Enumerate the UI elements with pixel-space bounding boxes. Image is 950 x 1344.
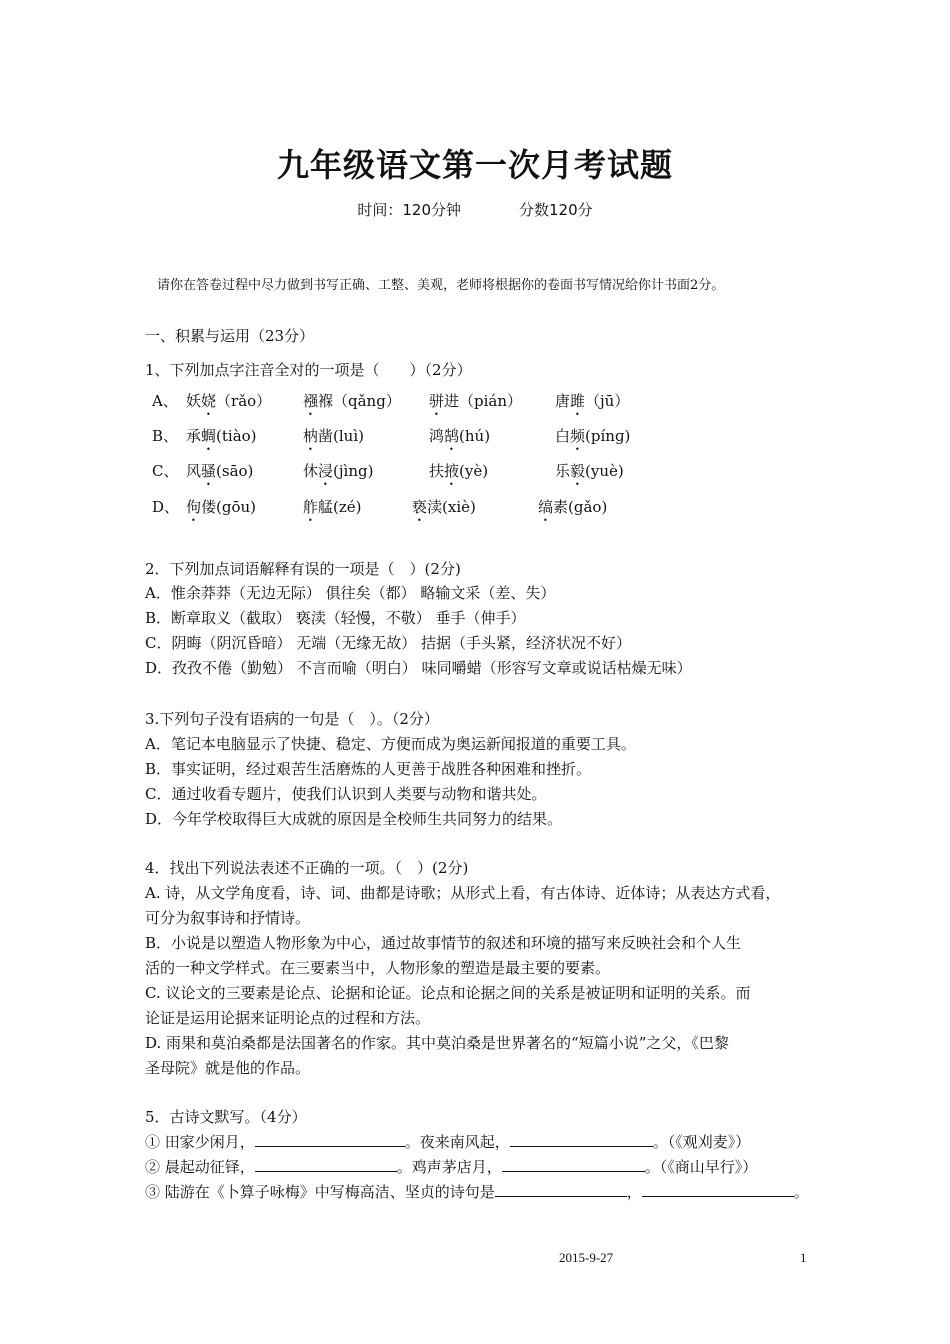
q5-text: 。（《商山早行》） — [644, 1158, 758, 1176]
q5-text: ③ 陆游在《卜算子咏梅》中写梅高洁、坚贞的诗句是 — [145, 1183, 495, 1201]
page-title: 九年级语文第一次月考试题 — [276, 146, 673, 184]
q1-option-item — [429, 425, 490, 454]
q1-item-dot: 雎 — [570, 392, 586, 410]
q3-option-b: B．事实证明，经过艰苦生活磨炼的人更善于战胜各种困难和挫折。 — [145, 760, 592, 778]
q1-option-item — [538, 496, 607, 525]
q5-text: 。鸡声茅店月， — [396, 1158, 502, 1176]
q5-text: 。 — [793, 1183, 809, 1201]
q4-line: 圣母院》就是他的作品。 — [145, 1059, 311, 1077]
q1-item-post: (hú) — [459, 427, 491, 445]
q1-item-post: 艋(zé) — [318, 498, 362, 516]
q4-stem: 4．找出下列说法表述不正确的一项。（ ）(2分) — [145, 859, 469, 877]
q1-item-post: 渎(xiè) — [427, 498, 476, 516]
q1-option-item — [186, 496, 256, 525]
q1-option-item — [429, 390, 522, 419]
exam-score: 分数120分 — [519, 201, 593, 219]
q1-item-post: （jū） — [585, 392, 630, 410]
answer-blank[interactable] — [255, 1132, 405, 1147]
writing-note: 请你在答卷过程中尽力做到书写正确、工整、美观，老师将根据你的卷面书写情况给你计书面2分。 — [157, 278, 725, 293]
q1-item-pre: 妖 — [186, 392, 202, 410]
q1-option-item — [303, 390, 401, 419]
q1-item-dot: 舴 — [303, 498, 319, 516]
page-number: 1 — [800, 1250, 807, 1265]
q3-option-a: A．笔记本电脑显示了快捷、稳定、方便而成为奥运新闻报道的重要工具。 — [145, 735, 636, 753]
q4-line: D. 雨果和莫泊桑都是法国著名的作家。其中莫泊桑是世界著名的“短篇小说”之父，《巴黎 — [145, 1034, 729, 1052]
q1-item-post: (yè) — [459, 462, 489, 480]
exam-time: 时间：120分钟 — [357, 201, 461, 219]
q5-line-2 — [145, 1156, 757, 1177]
q1-item-post: (sāo) — [216, 462, 254, 480]
q1-item-post: 偻(gōu) — [201, 498, 257, 516]
q1-option-item — [186, 425, 257, 454]
q1-option-label: C、 — [152, 462, 179, 480]
answer-blank[interactable] — [255, 1157, 397, 1172]
footer-date: 2015-9-27 — [559, 1250, 614, 1265]
q1-option-item — [555, 390, 629, 419]
q1-option-item — [186, 460, 253, 489]
q5-text: ， — [626, 1183, 642, 1201]
q1-option-item — [303, 460, 373, 489]
q1-item-pre: 扶 — [429, 462, 445, 480]
q1-option-item — [186, 390, 271, 419]
q1-item-pre: 乐 — [555, 462, 571, 480]
q2-option-c: C．阴晦（阴沉昏暗） 无端（无缘无故） 拮据（手头紧，经济状况不好） — [145, 634, 632, 652]
q1-item-pre: 唐 — [555, 392, 571, 410]
q1-item-dot: 骈 — [429, 392, 445, 410]
q4-line: 论证是运用论据来证明论点的过程和方法。 — [145, 1009, 431, 1027]
q1-item-dot: 掖 — [444, 462, 460, 480]
q5-text: ① 田家少闲月， — [145, 1133, 255, 1151]
q5-line-3 — [145, 1181, 809, 1202]
q3-stem: 3.下列句子没有语病的一句是（ ）。（2分） — [145, 710, 439, 728]
answer-blank[interactable] — [642, 1182, 794, 1197]
section-heading: 一、积累与运用（23分） — [145, 327, 315, 345]
q1-item-post: (jìng) — [333, 462, 374, 480]
q1-item-dot: 亵 — [412, 498, 428, 516]
q4-line: 活的一种文学样式。在三要素当中，人物形象的塑造是最主要的要素。 — [145, 959, 611, 977]
q3-option-c: C．通过收看专题片，使我们认识到人类要与动物和谐共处。 — [145, 785, 547, 803]
q5-text: 。夜来南风起， — [404, 1133, 510, 1151]
q1-item-dot: 枘 — [303, 427, 319, 445]
q1-option-item — [303, 496, 362, 525]
answer-blank[interactable] — [502, 1157, 645, 1172]
q1-item-dot: 频 — [570, 427, 586, 445]
q1-option-item — [429, 460, 488, 489]
q2-option-b: B．断章取义（截取） 亵渎（轻慢，不敬） 垂手（伸手） — [145, 609, 526, 627]
q1-item-dot: 娆 — [201, 392, 217, 410]
q5-text: 。（《观刈麦》） — [652, 1133, 751, 1151]
q2-option-d: D．孜孜不倦（勤勉） 不言而喻（明白） 味同嚼蜡（形容写文章或说话枯燥无味） — [145, 659, 692, 677]
q3-option-d: D．今年学校取得巨大成就的原因是全校师生共同努力的结果。 — [145, 810, 563, 828]
q1-item-pre: 休 — [303, 462, 319, 480]
q1-item-post: 进（pián） — [444, 392, 523, 410]
q1-item-post: （rǎo） — [216, 392, 272, 410]
answer-blank[interactable] — [510, 1132, 653, 1147]
q4-line: A. 诗，从文学角度看，诗、词、曲都是诗歌；从形式上看，有古体诗、近体诗；从表达方式看， — [145, 884, 781, 902]
q1-item-dot: 蜩 — [201, 427, 217, 445]
answer-blank[interactable] — [495, 1182, 627, 1197]
q1-item-dot: 鹄 — [444, 427, 460, 445]
q1-item-dot: 毅 — [570, 462, 586, 480]
q5-text: ② 晨起动征铎， — [145, 1158, 255, 1176]
q1-item-pre: 鸿 — [429, 427, 445, 445]
q1-item-dot: 骚 — [201, 462, 217, 480]
q1-item-post: (tiào) — [216, 427, 257, 445]
q1-option-item — [555, 425, 630, 454]
q1-item-post: (pínɡ) — [585, 427, 631, 445]
q1-item-post: 素(gǎo) — [553, 498, 608, 516]
q1-option-label: B、 — [152, 427, 179, 445]
exam-info — [0, 199, 950, 220]
q1-item-dot: 佝 — [186, 498, 202, 516]
q1-item-dot: 浸 — [318, 462, 334, 480]
q1-item-pre: 风 — [186, 462, 202, 480]
q1-item-post: (yuè) — [585, 462, 624, 480]
q4-line: 可分为叙事诗和抒情诗。 — [145, 909, 311, 927]
q1-option-label: A、 — [152, 392, 178, 410]
q5-stem: 5．古诗文默写。（4分） — [145, 1108, 307, 1126]
q1-item-post: 凿(luì) — [318, 427, 364, 445]
q1-item-dot: 缟 — [538, 498, 554, 516]
q5-line-1 — [145, 1131, 750, 1152]
q1-stem: 1、下列加点字注音全对的一项是（ ）（2分） — [145, 361, 472, 379]
q1-option-item — [303, 425, 364, 454]
q1-item-pre: 白 — [555, 427, 571, 445]
q1-item-dot: 襁 — [303, 392, 319, 410]
q1-option-item — [555, 460, 624, 489]
q2-stem: 2．下列加点词语解释有误的一项是（ ）(2分) — [145, 560, 461, 578]
q1-item-pre: 承 — [186, 427, 202, 445]
q1-option-label: D、 — [152, 498, 180, 516]
q4-line: B．小说是以塑造人物形象为中心，通过故事情节的叙述和环境的描写来反映社会和个人生 — [145, 934, 742, 952]
q1-item-post: 褓（qǎng） — [318, 392, 401, 410]
q1-option-item — [412, 496, 476, 525]
q4-line: C. 议论文的三要素是论点、论据和论证。论点和论据之间的关系是被证明和证明的关系。而 — [145, 984, 751, 1002]
q2-option-a: A．惟余莽莽（无边无际） 俱往矣（都） 略输文采（差、失） — [145, 584, 556, 602]
